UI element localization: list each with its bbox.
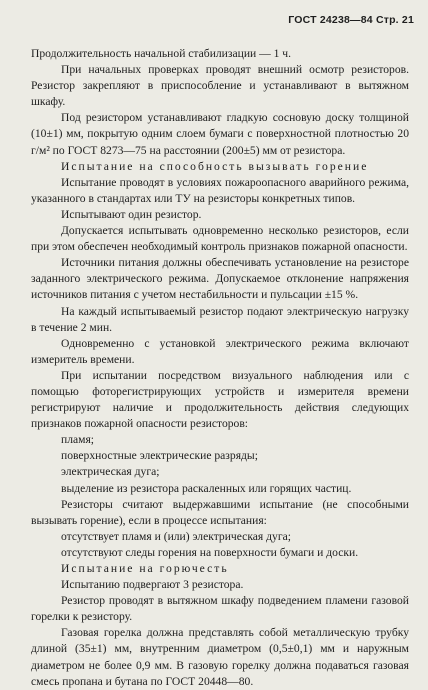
list-item-hot-particles: выделение из резистора раскаленных или горящих частиц. bbox=[61, 481, 352, 495]
paragraph-test-conditions: Испытание проводят в условиях пожароопасного аварийного режима, указанного в стандартах или ТУ на резисторы конкретных типов. bbox=[31, 175, 409, 205]
paragraph-board: Под резистором устанавливают гладкую сосновую доску толщиной (10±1) мм, покрытую одним слоем бумаги с поверхностной плотностью 20 г/м² по ГОСТ 8273—75 на расстоянии (200±5) мм от резистора. bbox=[31, 111, 409, 157]
page-header: ГОСТ 24238—84 Стр. 21 bbox=[288, 14, 414, 26]
paragraph-stabilization: Продолжительность начальной стабилизации — 1 ч. bbox=[31, 47, 292, 60]
paragraph-initial-checks: При начальных проверках проводят внешний осмотр резисторов. Резистор закрепляют в приспособление и устанавливают в вытяжном шкафу. bbox=[31, 63, 409, 109]
document-body bbox=[31, 46, 409, 690]
section-heading-ignition: Испытание на способность вызывать горение bbox=[61, 159, 369, 173]
list-item-flame: пламя; bbox=[61, 433, 95, 447]
paragraph-load: На каждый испытываемый резистор подают электрическую нагрузку в течение 2 мин. bbox=[31, 304, 409, 334]
paragraph-several-resistors: Допускается испытывать одновременно несколько резисторов, если при этом обеспечен необходимый контроль признаков пожарной опасности. bbox=[31, 224, 409, 254]
list-item-surface-discharges: поверхностные электрические разряды; bbox=[61, 449, 258, 463]
paragraph-power-sources: Источники питания должны обеспечивать установление на резисторе заданного электрического режима. Допускаемое отклонение напряжения источников питания с учетом нестабильности и пульсации ±15 %. bbox=[31, 256, 409, 302]
paragraph-visual-observation: При испытании посредством визуального наблюдения или с помощью фоторегистрирующих устройств и измерителя времени регистрируют наличие и продолжительность действия следующих признаков пожарной опасности резисторов: bbox=[31, 368, 409, 431]
paragraph-gas-burner: Газовая горелка должна представлять собой металлическую трубку длиной (35±1) мм, внутренним диаметром (0,5±0,1) мм и наружным диаметром не более 0,9 мм. В газовую горелку должна подаваться газовая смесь пропана и бутана по ГОСТ 20448—80. bbox=[31, 626, 409, 688]
paragraph-three-resistors: Испытанию подвергают 3 резистора. bbox=[61, 578, 244, 592]
list-item-electric-arc: электрическая дуга; bbox=[61, 465, 160, 479]
section-heading-flammability: Испытание на горючесть bbox=[61, 562, 229, 575]
list-item-no-burn-marks: отсутствуют следы горения на поверхности бумаги и доски. bbox=[61, 545, 359, 559]
paragraph-one-resistor: Испытывают один резистор. bbox=[61, 207, 202, 221]
paragraph-pass-criteria: Резисторы считают выдержавшими испытание (не способными вызывать горение), если в процессе испытания: bbox=[31, 497, 409, 527]
paragraph-timer: Одновременно с установкой электрического режима включают измеритель времени. bbox=[31, 336, 409, 366]
list-item-no-flame: отсутствует пламя и (или) электрическая дуга; bbox=[61, 529, 291, 543]
paragraph-fume-hood: Резистор проводят в вытяжном шкафу подведением пламени газовой горелки к резистору. bbox=[31, 594, 409, 624]
